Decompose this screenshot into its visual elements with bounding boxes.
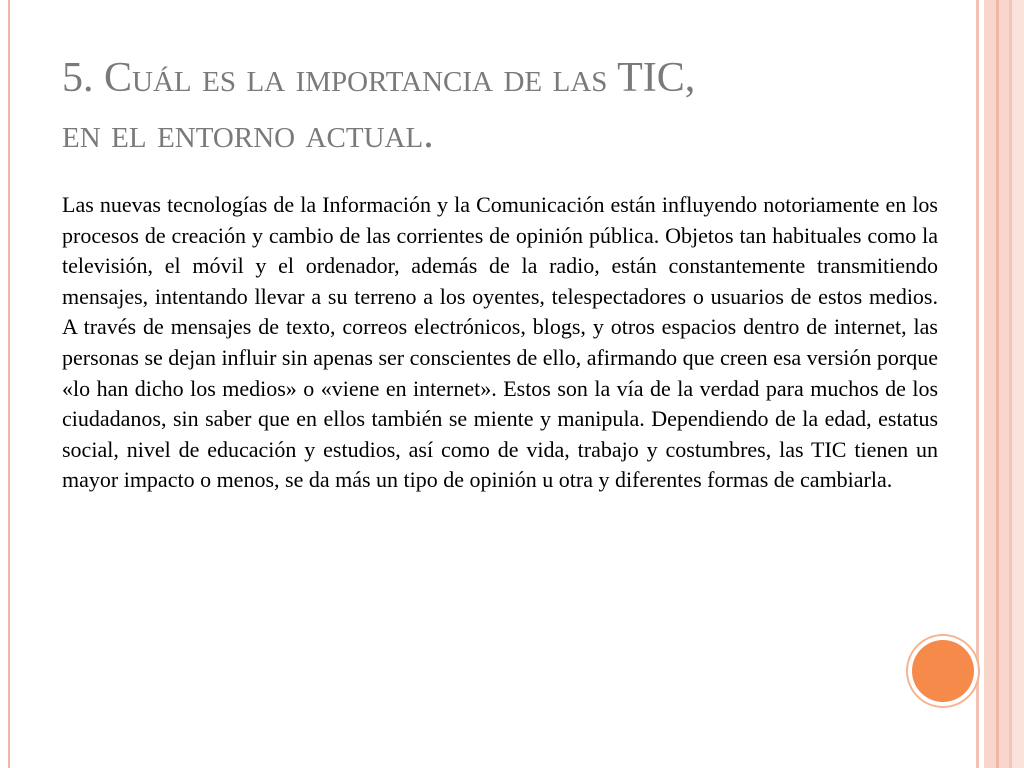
decorative-stripes [976,0,1024,768]
left-border-line [8,0,10,768]
slide-title [62,50,912,162]
slide-title-line-1: 5. Cuál es la importancia de las TIC, [62,55,696,101]
slide-body-paragraph: Las nuevas tecnologías de la Información y la Comunicación están influyendo notoriamente en los procesos de creación y cambio de las corrientes de opinión pública. Objetos tan habituales como la televisión, el móvil y el ordenador, además de la radio, están constantemente transmitiendo mensajes, intentando llevar a su terreno a los oyentes, telespectadores o usuarios de estos medios. A través de mensajes de texto, correos electrónicos, blogs, y otros espacios dentro de internet, las personas se dejan influir sin apenas ser conscientes de ello, afirmando que creen esa versión porque «lo han dicho los medios» o «viene en internet». Estos son la vía de la verdad para muchos de los ciudadanos, sin saber que en ellos también se miente y manipula. Dependiendo de la edad, estatus social, nivel de educación y estudios, así como de vida, trabajo y costumbres, las TIC tienen un mayor impacto o menos, se da más un tipo de opinión u otra y diferentes formas de cambiarla. [62,192,939,493]
stripe [999,0,1009,768]
slide-title-line-2: en el entorno actual. [62,111,434,157]
stripe [1012,0,1024,768]
stripe [984,0,996,768]
orange-circle-icon [912,640,974,702]
stripe [976,0,979,768]
